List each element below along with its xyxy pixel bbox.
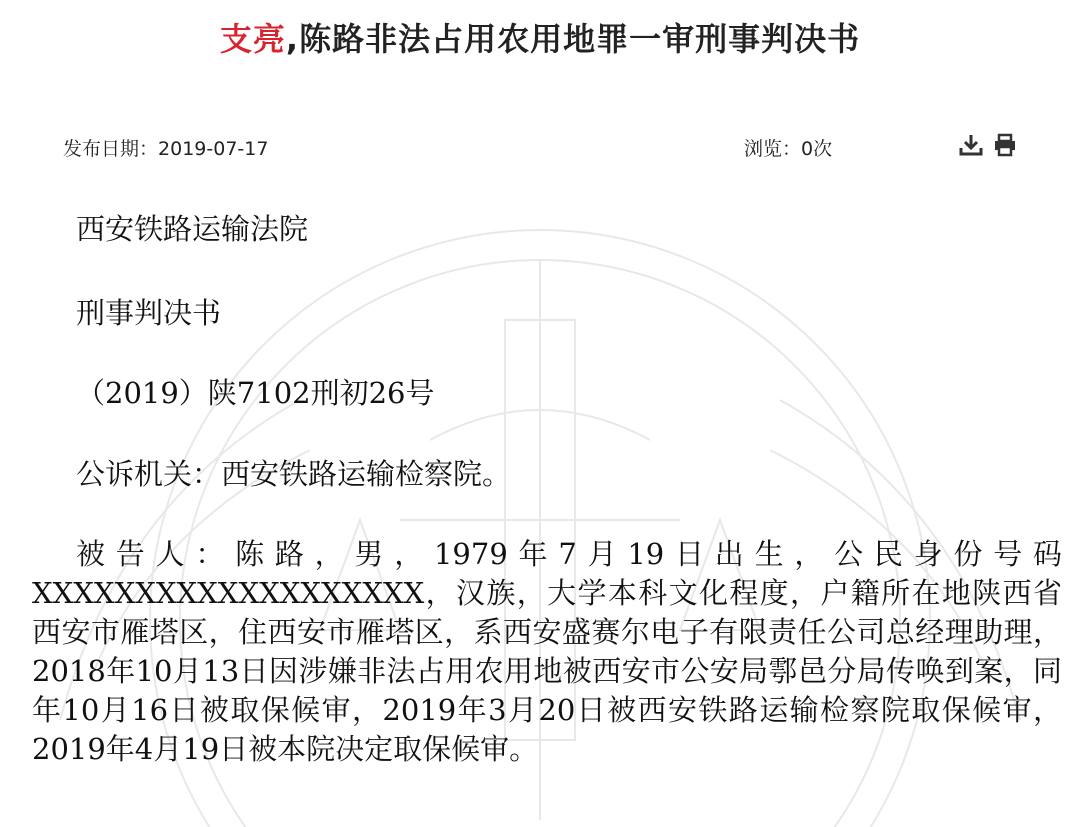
court-name: 西安铁路运输法院 bbox=[76, 212, 309, 246]
views-value: 0次 bbox=[801, 138, 833, 160]
views-label: 浏览： bbox=[744, 138, 802, 160]
page-title bbox=[0, 14, 1080, 60]
prosecutor: 公诉机关：西安铁路运输检察院。 bbox=[76, 457, 512, 491]
title-text: ,陈路非法占用农用地罪一审刑事判决书 bbox=[285, 20, 861, 58]
print-icon[interactable] bbox=[992, 132, 1018, 158]
defendant-paragraph: 被告人：陈路，男，1979年7月19日出生，公民身份号码XXXXXXXXXXXXXXXXXXX，汉族，大学本科文化程度，户籍所在地陕西省西安市雁塔区，住西安市雁塔区，系西安盛赛尔电子有限责任公司总经理助理，2018年10月13日因涉嫌非法占用农用地被西安市公安局鄠邑分局传唤到案，同年10月16日被取保候审，2019年3月20日被西安铁路运输检察院取保候审，2019年4月19日被本院决定取保候审。 bbox=[32, 537, 1062, 766]
publish-date-value: 2019-07-17 bbox=[158, 138, 269, 160]
publish-label: 发布日期： bbox=[63, 138, 159, 160]
action-icons bbox=[958, 132, 1018, 158]
publish-date bbox=[63, 134, 268, 161]
meta-bar bbox=[0, 132, 1080, 164]
document-type: 刑事判决书 bbox=[76, 296, 222, 330]
download-icon[interactable] bbox=[958, 132, 984, 158]
view-count bbox=[744, 134, 832, 161]
title-highlight: 支亮 bbox=[219, 20, 286, 58]
case-number: （2019）陕7102刑初26号 bbox=[76, 376, 435, 410]
